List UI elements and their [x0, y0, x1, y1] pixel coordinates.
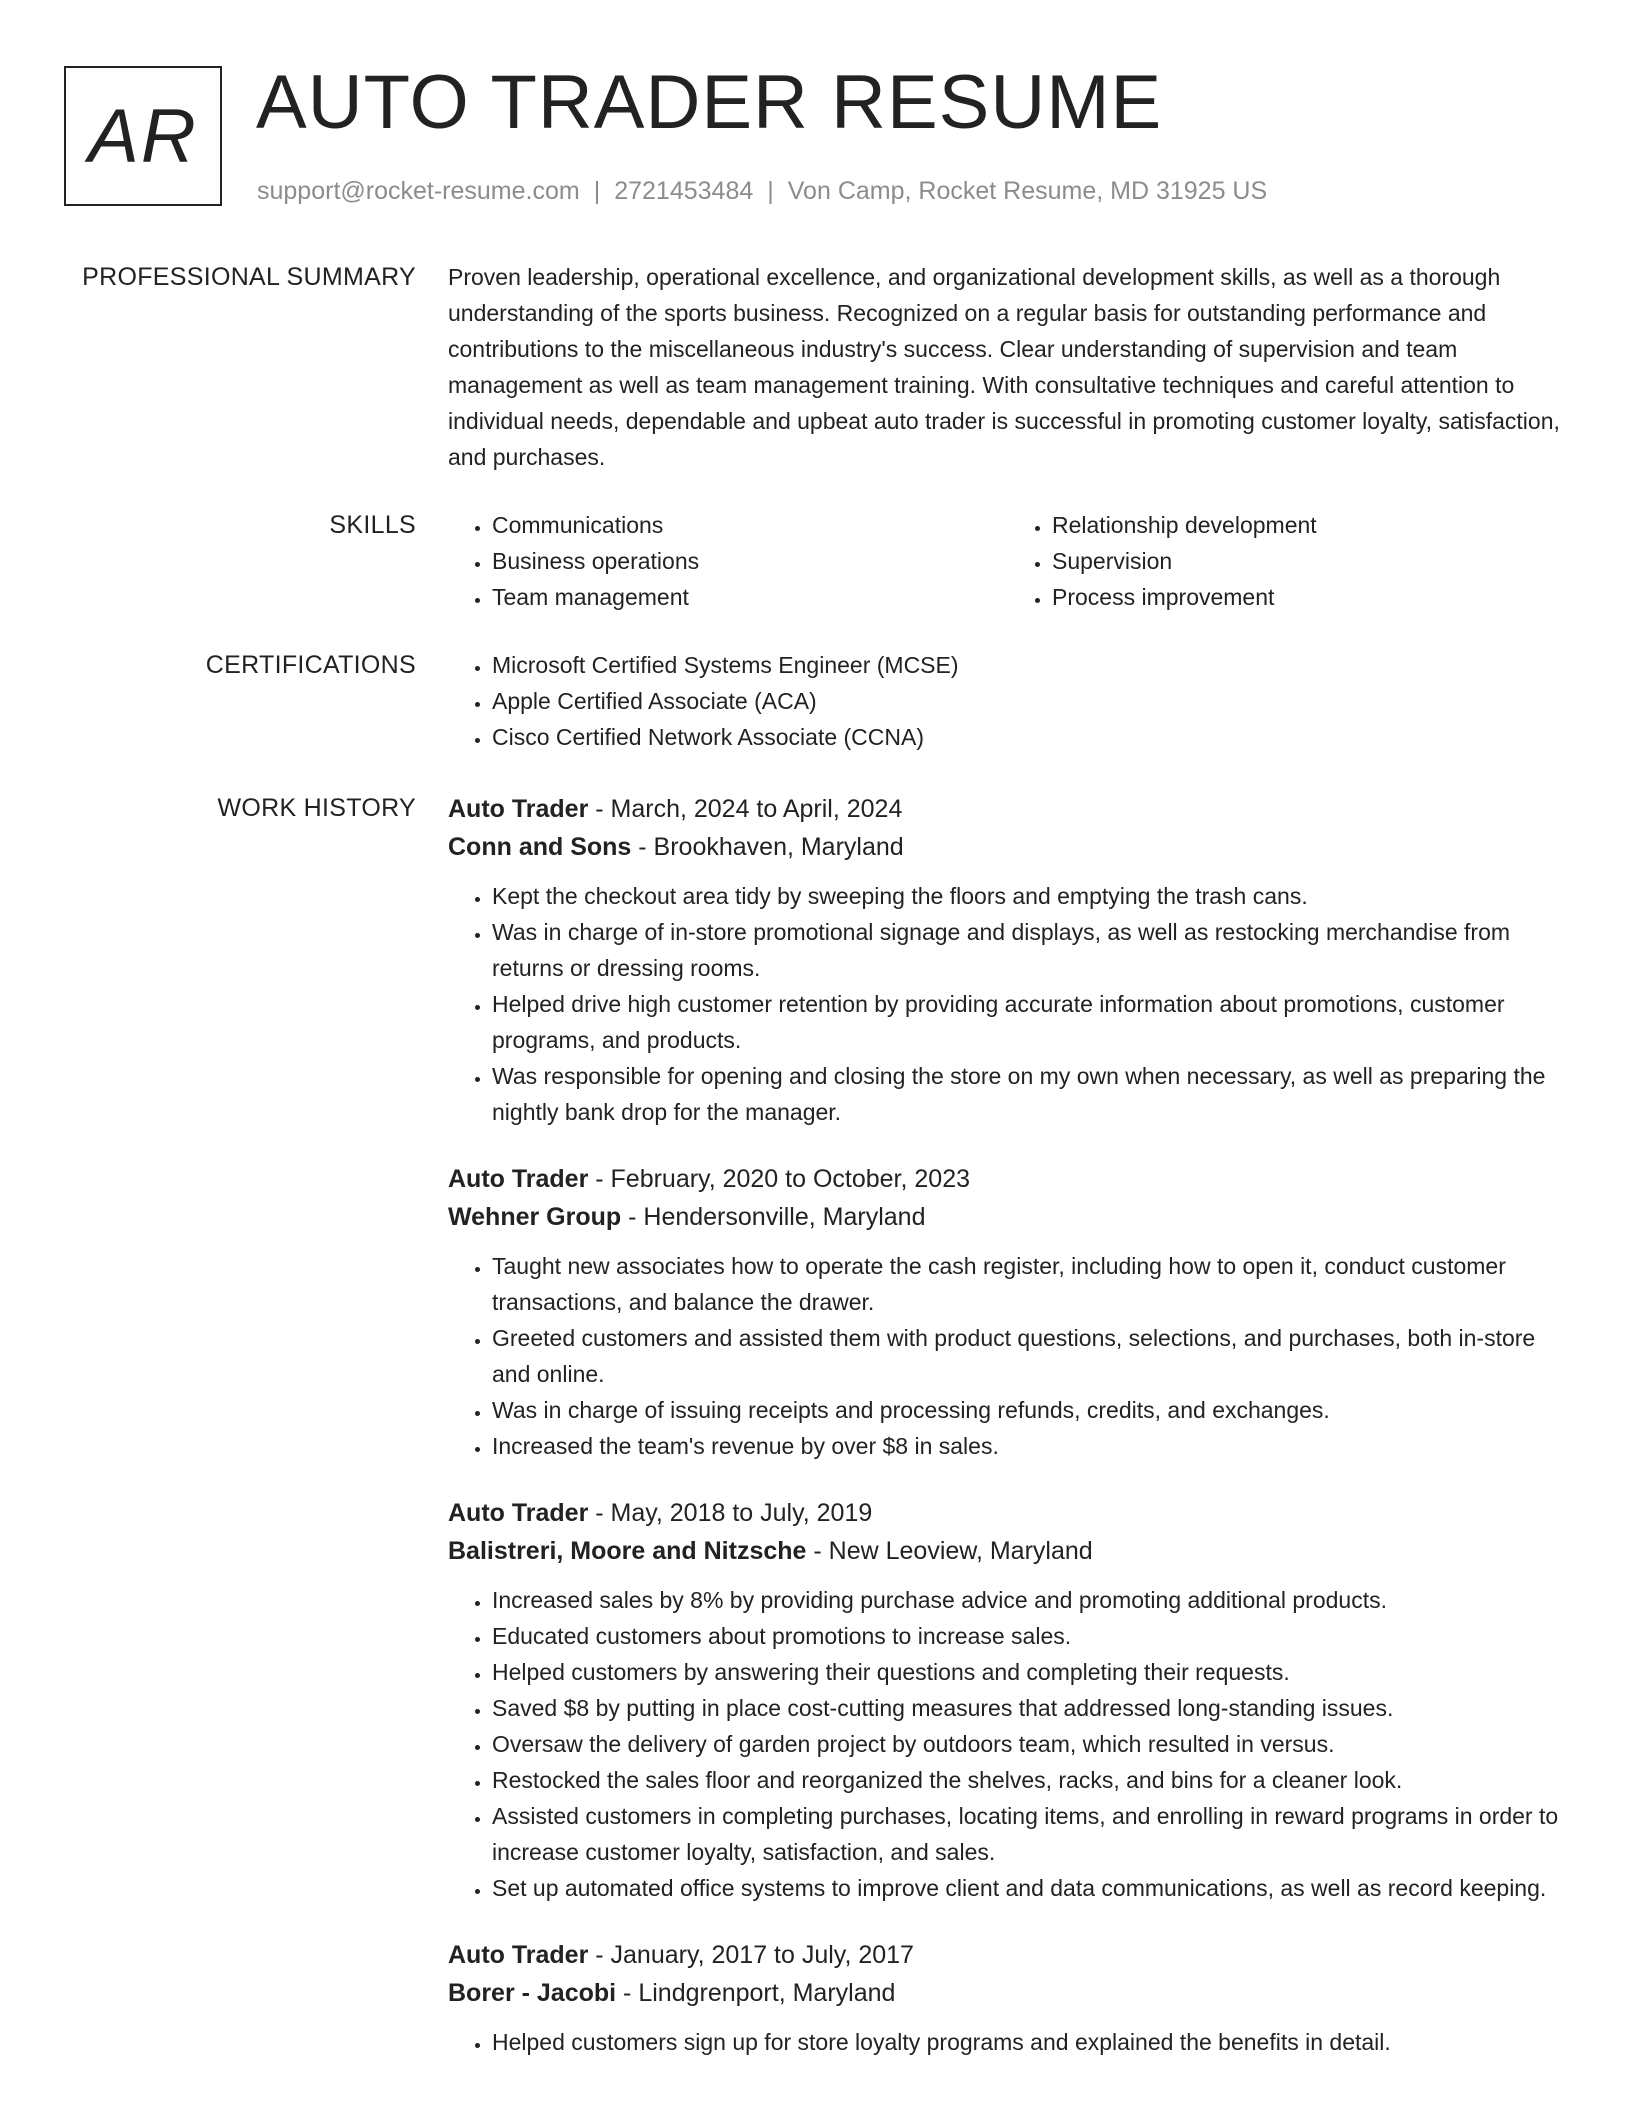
job-dates: - May, 2018 to July, 2019: [588, 1499, 873, 1527]
job-company: Balistreri, Moore and Nitzsche: [448, 1537, 807, 1565]
job-company: Conn and Sons: [448, 833, 632, 861]
certifications-label: CERTIFICATIONS: [205, 651, 416, 679]
job-entry: [448, 1494, 1568, 1906]
contact-separator: |: [593, 177, 601, 205]
job-bullets: [448, 1582, 1568, 1906]
job-bullet: • Helped customers by answering their questions and completing their requests.: [492, 1654, 1568, 1690]
skill-item: • Supervision: [1052, 543, 1568, 579]
skill-item: • Process improvement: [1052, 579, 1568, 615]
job-company: Borer - Jacobi: [448, 1979, 617, 2007]
job-bullets: [448, 1248, 1568, 1464]
certification-item: • Microsoft Certified Systems Engineer (MCSE): [492, 647, 1568, 683]
job-dates: - February, 2020 to October, 2023: [588, 1165, 970, 1193]
job-bullet: • Increased the team's revenue by over $8 in sales.: [492, 1428, 1568, 1464]
job-entry: [448, 790, 1568, 1130]
certifications-list: [448, 647, 1568, 755]
work-history-label: WORK HISTORY: [217, 794, 416, 822]
job-bullet: • Kept the checkout area tidy by sweeping the floors and emptying the trash cans.: [492, 878, 1568, 914]
job-bullet: • Saved $8 by putting in place cost-cutting measures that addressed long-standing issues.: [492, 1690, 1568, 1726]
job-entry: [448, 1936, 1568, 2060]
skills-list-right: [1008, 507, 1568, 615]
job-location: - Brookhaven, Maryland: [631, 833, 904, 861]
job-bullet: • Increased sales by 8% by providing purchase advice and promoting additional products.: [492, 1582, 1568, 1618]
job-dates: - March, 2024 to April, 2024: [588, 795, 903, 823]
job-company-line: [448, 1532, 1568, 1570]
monogram-badge: AR: [64, 66, 222, 206]
job-title-line: [448, 1160, 1568, 1198]
job-company-line: [448, 828, 1568, 866]
contact-line: [257, 176, 1267, 206]
job-bullet: • Assisted customers in completing purchases, locating items, and enrolling in reward programs in order to increase customer loyalty, satisfaction, and sales.: [492, 1798, 1568, 1870]
contact-phone: 2721453484: [614, 177, 754, 205]
contact-separator: |: [767, 177, 774, 205]
job-bullet: • Greeted customers and assisted them with product questions, selections, and purchases, both in-store and online.: [492, 1320, 1568, 1392]
job-bullet: • Was in charge of issuing receipts and processing refunds, credits, and exchanges.: [492, 1392, 1568, 1428]
job-title-line: [448, 1936, 1568, 1974]
job-location: - New Leoview, Maryland: [806, 1537, 1093, 1565]
job-company-line: [448, 1198, 1568, 1236]
job-company: Wehner Group: [448, 1203, 622, 1231]
job-title: Auto Trader: [448, 1165, 589, 1193]
skill-item: • Team management: [492, 579, 1008, 615]
job-bullet: • Restocked the sales floor and reorganized the shelves, racks, and bins for a cleaner look.: [492, 1762, 1568, 1798]
job-bullet: • Helped customers sign up for store loyalty programs and explained the benefits in detail.: [492, 2024, 1568, 2060]
job-bullets: [448, 2024, 1568, 2060]
skill-item: • Relationship development: [1052, 507, 1568, 543]
job-entry: [448, 1160, 1568, 1464]
job-title: Auto Trader: [448, 1941, 589, 1969]
summary-label: PROFESSIONAL SUMMARY: [82, 263, 416, 291]
certification-item: • Cisco Certified Network Associate (CCNA): [492, 719, 1568, 755]
job-bullet: • Helped drive high customer retention by providing accurate information about promotions, customer programs, and products.: [492, 986, 1568, 1058]
contact-address: Von Camp, Rocket Resume, MD 31925 US: [787, 177, 1268, 205]
job-title: Auto Trader: [448, 795, 589, 823]
job-bullet: • Was responsible for opening and closing the store on my own when necessary, as well as preparing the nightly bank drop for the manager.: [492, 1058, 1568, 1130]
skill-item: • Business operations: [492, 543, 1008, 579]
job-company-line: [448, 1974, 1568, 2012]
job-bullet: • Educated customers about promotions to increase sales.: [492, 1618, 1568, 1654]
job-bullet: • Was in charge of in-store promotional signage and displays, as well as restocking merchandise from returns or dressing rooms.: [492, 914, 1568, 986]
job-title-line: [448, 790, 1568, 828]
job-dates: - January, 2017 to July, 2017: [588, 1941, 914, 1969]
job-bullets: [448, 878, 1568, 1130]
job-location: - Hendersonville, Maryland: [621, 1203, 926, 1231]
summary-text: Proven leadership, operational excellence, and organizational development skills, as well as a thorough understanding of the sports business. Recognized on a regular basis for outstanding performance and contributions to the miscellaneous industry's success. Clear understanding of supervision and team management as well as team management training. With consultative techniques and careful attention to individual needs, dependable and upbeat auto trader is successful in promoting customer loyalty, satisfaction, and purchases.: [448, 264, 1560, 470]
job-title: Auto Trader: [448, 1499, 589, 1527]
job-bullet: • Taught new associates how to operate the cash register, including how to open it, conduct customer transactions, and balance the drawer.: [492, 1248, 1568, 1320]
skill-item: • Communications: [492, 507, 1008, 543]
contact-email: support@rocket-resume.com: [257, 177, 580, 205]
skills-label: SKILLS: [329, 511, 416, 539]
job-title-line: [448, 1494, 1568, 1532]
certification-item: • Apple Certified Associate (ACA): [492, 683, 1568, 719]
job-location: - Lindgrenport, Maryland: [616, 1979, 896, 2007]
job-bullet: • Set up automated office systems to improve client and data communications, as well as record keeping.: [492, 1870, 1568, 1906]
job-bullet: • Oversaw the delivery of garden project by outdoors team, which resulted in versus.: [492, 1726, 1568, 1762]
skills-list-left: [448, 507, 1008, 615]
resume-title: AUTO TRADER RESUME: [256, 60, 1163, 145]
